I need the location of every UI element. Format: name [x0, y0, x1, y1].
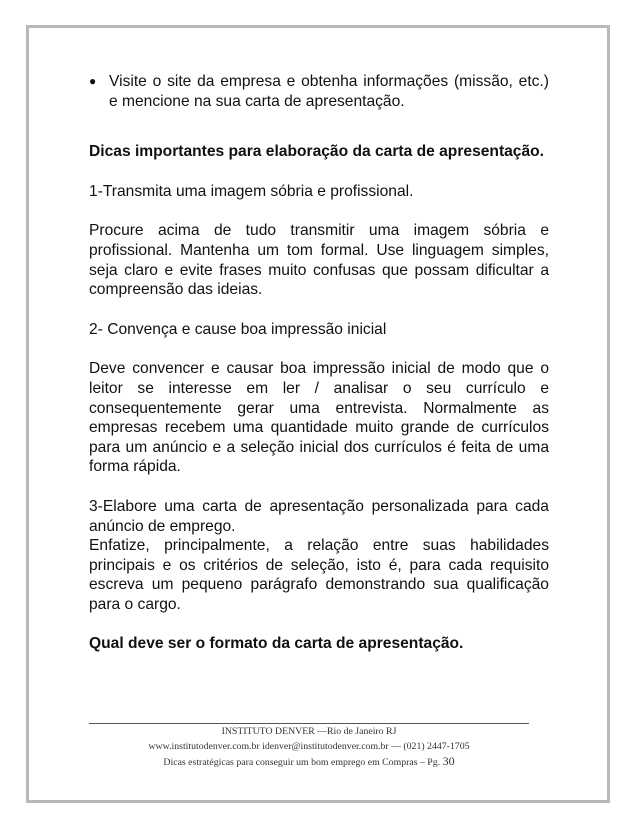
section-3-title: 3-Elabore uma carta de apresentação personalizada para cada anúncio de emprego. — [89, 497, 549, 535]
section-2-body: Deve convencer e causar boa impressão inicial de modo que o leitor se interesse em ler / analisar o seu currículo e consequentemente gerar uma entrevista. Normalmente as empresas recebem uma quantidade muito grande de currículos para um anúncio e a seleção inicial dos currículos é feita de uma forma rápida. — [89, 360, 549, 476]
footer-institute: INSTITUTO DENVER —Rio de Janeiro RJ — [221, 726, 397, 737]
footer-subtitle-text: Dicas estratégicas para conseguir um bom emprego em Compras – Pg. — [163, 757, 441, 768]
final-heading: Qual deve ser o formato da carta de apresentação. — [89, 635, 464, 653]
section-1-title: 1-Transmita uma imagem sóbria e profissional. — [89, 182, 414, 200]
bullet-item — [89, 72, 549, 111]
section-3-body: Enfatize, principalmente, a relação entre suas habilidades principais e os critérios de seleção, isto é, para cada requisito escreva um pequeno parágrafo demonstrando sua qualificação para o cargo. — [89, 537, 549, 613]
footer-subtitle — [89, 754, 529, 770]
bullet-icon: ● — [89, 74, 97, 88]
page-number: 30 — [442, 754, 455, 768]
section-1-body: Procure acima de tudo transmitir uma imagem sóbria e profissional. Mantenha um tom formal. Use linguagem simples, seja claro e evite frases muito confusas que possam dificultar a compreensão das ideias. — [89, 222, 549, 299]
page-footer — [89, 723, 549, 770]
bullet-text: Visite o site da empresa e obtenha informações (missão, etc.) e mencione na sua carta de apresentação. — [109, 73, 549, 110]
section-2-title: 2- Convença e cause boa impressão inicial — [89, 320, 387, 338]
footer-contact: www.institutodenver.com.br idenver@institutodenver.com.br — (021) 2447-1705 — [148, 741, 470, 752]
section-heading: Dicas importantes para elaboração da carta de apresentação. — [89, 143, 545, 161]
document-body — [89, 72, 549, 654]
